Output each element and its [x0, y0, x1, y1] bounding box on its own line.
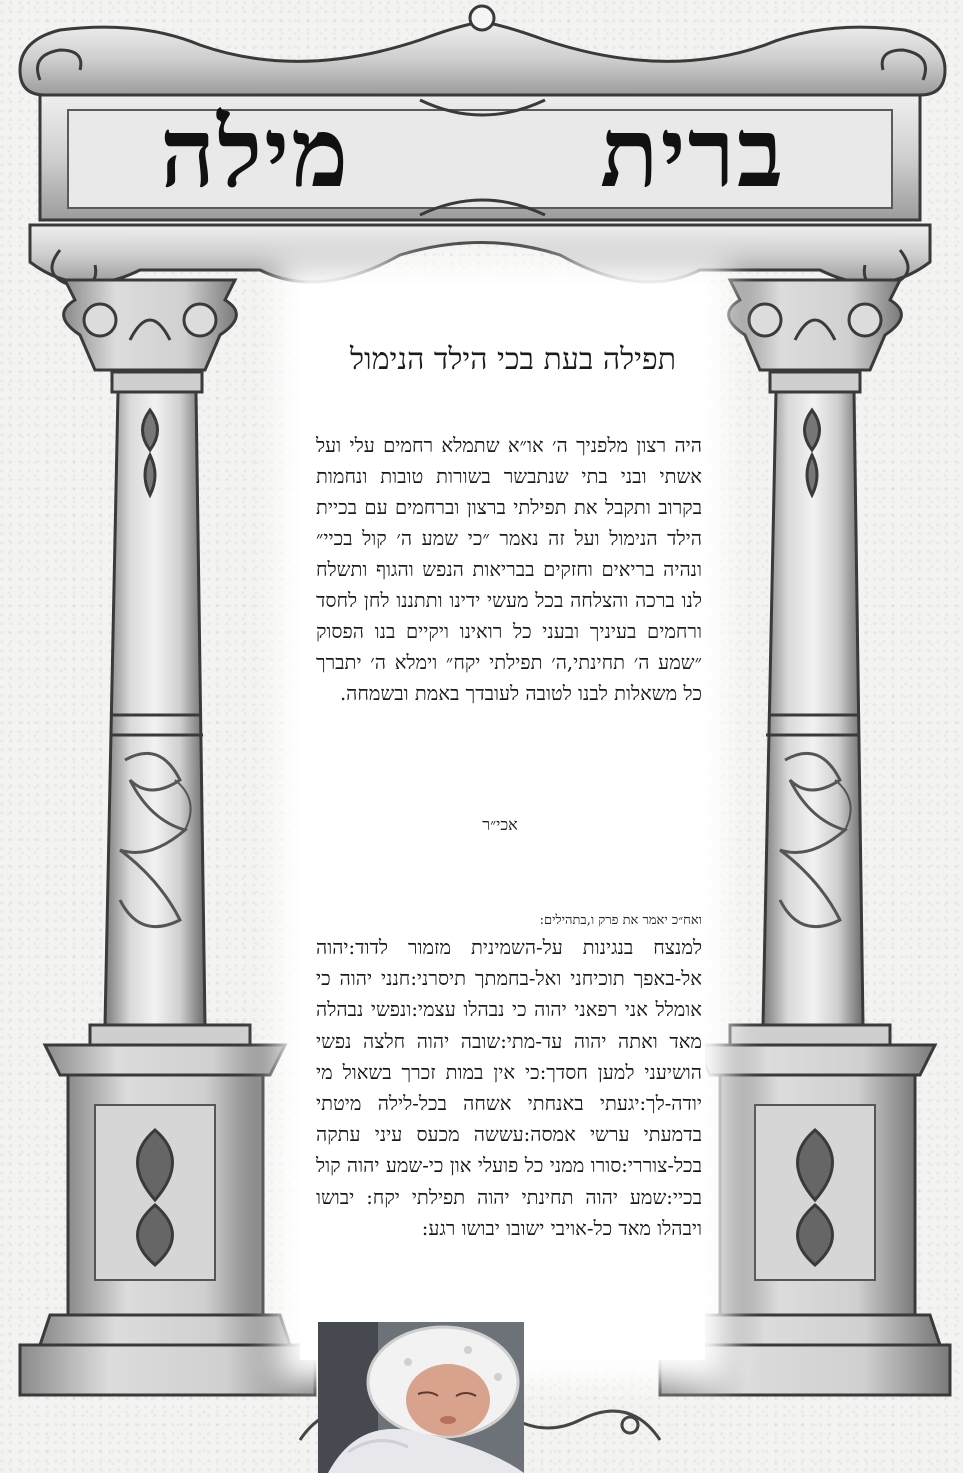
left-column — [20, 280, 315, 1395]
lower-scroll-band — [30, 225, 930, 286]
psalm-body: למנצח בנגינות על-השמינית מזמור לדוד:יהוה אל-באפך תוכיחני ואל-בחמתך תיסרני:חנני יהוה כי אומלל אני רפאני יהוה כי נבהלו עצמי:ונפשי נבהלה מאד ואתה יהוה עד-מתי:שובה יהוה חלצה נפשי הושיעני למען חסדך:כי אין במות זכרך בשאול מי יודה-לך:יגעתי באנחתי אשחה בכל-לילה מיטתי בדמעתי ערשי אמסה:עששה מכעס עיני עתקה בכל-צוררי:סורו ממני כל פועלי און כי-שמע יהוה קול בכיי:שמע יהוה תחינתי יהוה תפילתי יקח: יבושו ויבהלו מאד כל-אויבי ישובו יבושו רגע: — [316, 936, 702, 1240]
psalm-instruction: ואח״כ יאמר את פרק ו,בתהילים: — [539, 913, 702, 928]
crest-ornament — [20, 6, 945, 95]
prayer-signoff: אכי״ר — [482, 815, 518, 834]
title-word-milah: מילה — [160, 96, 351, 209]
prayer-title: תפילה בעת בכי הילד הנימול — [350, 342, 676, 377]
baby-photo — [318, 1322, 524, 1473]
title-word-brit: ברית — [600, 96, 786, 209]
prayer-body: היה רצון מלפניך ה׳ או״א שתמלא רחמים עלי ועל אשתי ובני בתי שנתבשר בשורות טובות ונחמות בקרוב ותקבל את תפילתי ברצון וברחמים עם בכיית הילד הנימול ועל זה נאמר ״כי שמע ה׳ קול בכיי״ ונהיה בריאים וחזקים בבריאות הנפש והגוף ותשלח לנו ברכה והצלחה בכל מעשי ידינו ותתננו לחן לחסד ורחמים בעיניך ובעני כל רואינו ויקיים בנו הפסוק ״שמע ה׳ תחינתי,ה׳ תפילתי יקח״ וימלא ה׳ יתברך כל משאלות לבנו לטובה לעובדך באמת ובשמחה. — [316, 434, 702, 705]
baby-illustration — [318, 1322, 524, 1473]
